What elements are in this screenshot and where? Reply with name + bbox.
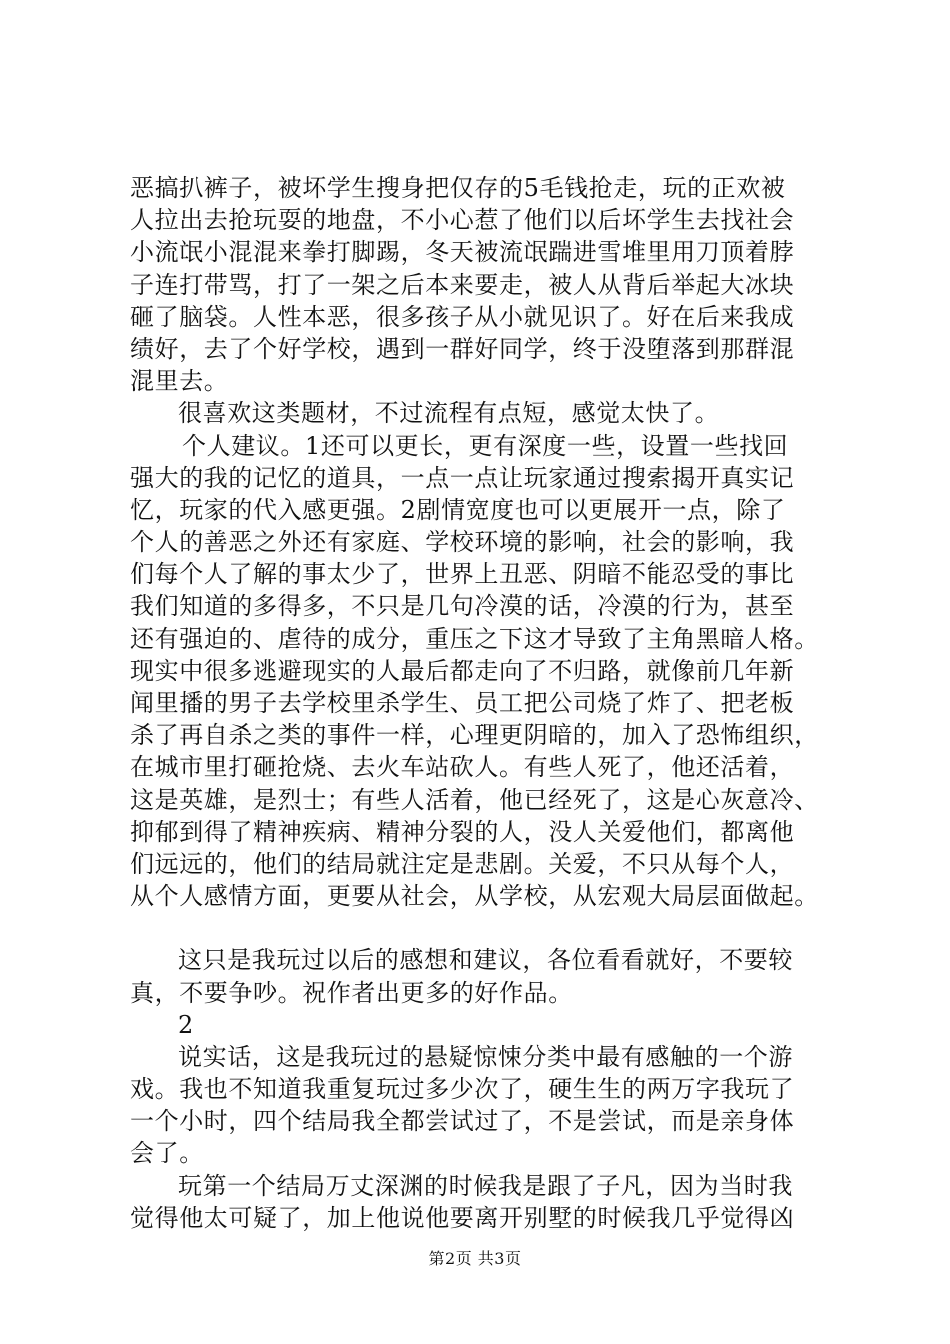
text-line: 会了。 bbox=[130, 1139, 204, 1168]
paragraph-first-line: 说实话，这是我玩过的悬疑惊悚分类中最有感触的一个游 bbox=[178, 1042, 793, 1071]
text-line: 戏。我也不知道我重复玩过多少次了，硬生生的两万字我玩了 bbox=[130, 1075, 795, 1104]
paragraph-line: 很喜欢这类题材，不过流程有点短，感觉太快了。 bbox=[178, 399, 720, 428]
paragraph-first-line: 个人建议。1还可以更长，更有深度一些，设置一些找回 bbox=[182, 431, 789, 460]
text-line: 从个人感情方面，更要从社会，从学校，从宏观大局层面做起。 bbox=[130, 882, 819, 911]
text-line: 觉得他太可疑了，加上他说他要离开别墅的时候我几乎觉得凶 bbox=[130, 1203, 795, 1232]
document-body bbox=[130, 172, 850, 1234]
text-line: 子连打带骂，打了一架之后本来要走，被人从背后举起大冰块 bbox=[130, 270, 795, 299]
text-line: 闻里播的男子去学校里杀学生、员工把公司烧了炸了、把老板 bbox=[130, 689, 795, 717]
text-line: 小流氓小混混来拳打脚踢，冬天被流氓踹进雪堆里用刀顶着脖 bbox=[130, 238, 795, 267]
text-line: 现实中很多逃避现实的人最后都走向了不归路，就像前几年新 bbox=[130, 656, 795, 685]
text-line: 人拉出去抢玩耍的地盘，不小心惹了他们以后坏学生去找社会 bbox=[130, 206, 795, 235]
text-line: 真，不要争吵。祝作者出更多的好作品。 bbox=[130, 978, 573, 1007]
text-line: 这是英雄，是烈士；有些人活着，他已经死了，这是心灰意冷、 bbox=[130, 785, 819, 814]
text-line: 抑郁到得了精神疾病、精神分裂的人，没人关爱他们，都离他 bbox=[130, 817, 795, 846]
section-number: 2 bbox=[178, 1010, 194, 1039]
paragraph-first-line: 玩第一个结局万丈深渊的时候我是跟了子凡，因为当时我 bbox=[178, 1171, 793, 1200]
text-line: 忆，玩家的代入感更强。2剧情宽度也可以更展开一点，除了 bbox=[130, 495, 786, 524]
text-line: 一个小时，四个结局我全都尝试过了，不是尝试，而是亲身体 bbox=[130, 1107, 795, 1136]
text-line: 个人的善恶之外还有家庭、学校环境的影响，社会的影响，我 bbox=[130, 528, 795, 557]
text-line: 砸了脑袋。人性本恶，很多孩子从小就见识了。好在后来我成 bbox=[130, 302, 795, 331]
text-line: 绩好，去了个好学校，遇到一群好同学，终于没堕落到那群混 bbox=[130, 334, 795, 363]
text-line: 在城市里打砸抢烧、去火车站砍人。有些人死了，他还活着， bbox=[130, 753, 795, 782]
text-line: 混里去。 bbox=[130, 367, 229, 396]
paragraph-first-line: 这只是我玩过以后的感想和建议，各位看看就好，不要较 bbox=[178, 946, 793, 975]
text-line: 还有强迫的、虐待的成分，重压之下这才导致了主角黑暗人格。 bbox=[130, 624, 819, 653]
paragraph-gap bbox=[130, 912, 850, 944]
text-line: 强大的我的记忆的道具，一点一点让玩家通过搜索揭开真实记 bbox=[130, 463, 795, 492]
text-line: 杀了再自杀之类的事件一样，心理更阴暗的，加入了恐怖组织， bbox=[130, 721, 819, 750]
text-line: 恶搞扒裤子，被坏学生搜身把仅存的5毛钱抢走，玩的正欢被 bbox=[130, 174, 786, 202]
page-footer: 第2页 共3页 bbox=[428, 1249, 522, 1268]
text-line: 们远远的，他们的结局就注定是悲剧。关爱，不只从每个人， bbox=[130, 849, 795, 878]
text-line: 们每个人了解的事太少了，世界上丑恶、阴暗不能忍受的事比 bbox=[130, 560, 795, 589]
text-line: 我们知道的多得多，不只是几句冷漠的话，冷漠的行为，甚至 bbox=[130, 592, 795, 621]
